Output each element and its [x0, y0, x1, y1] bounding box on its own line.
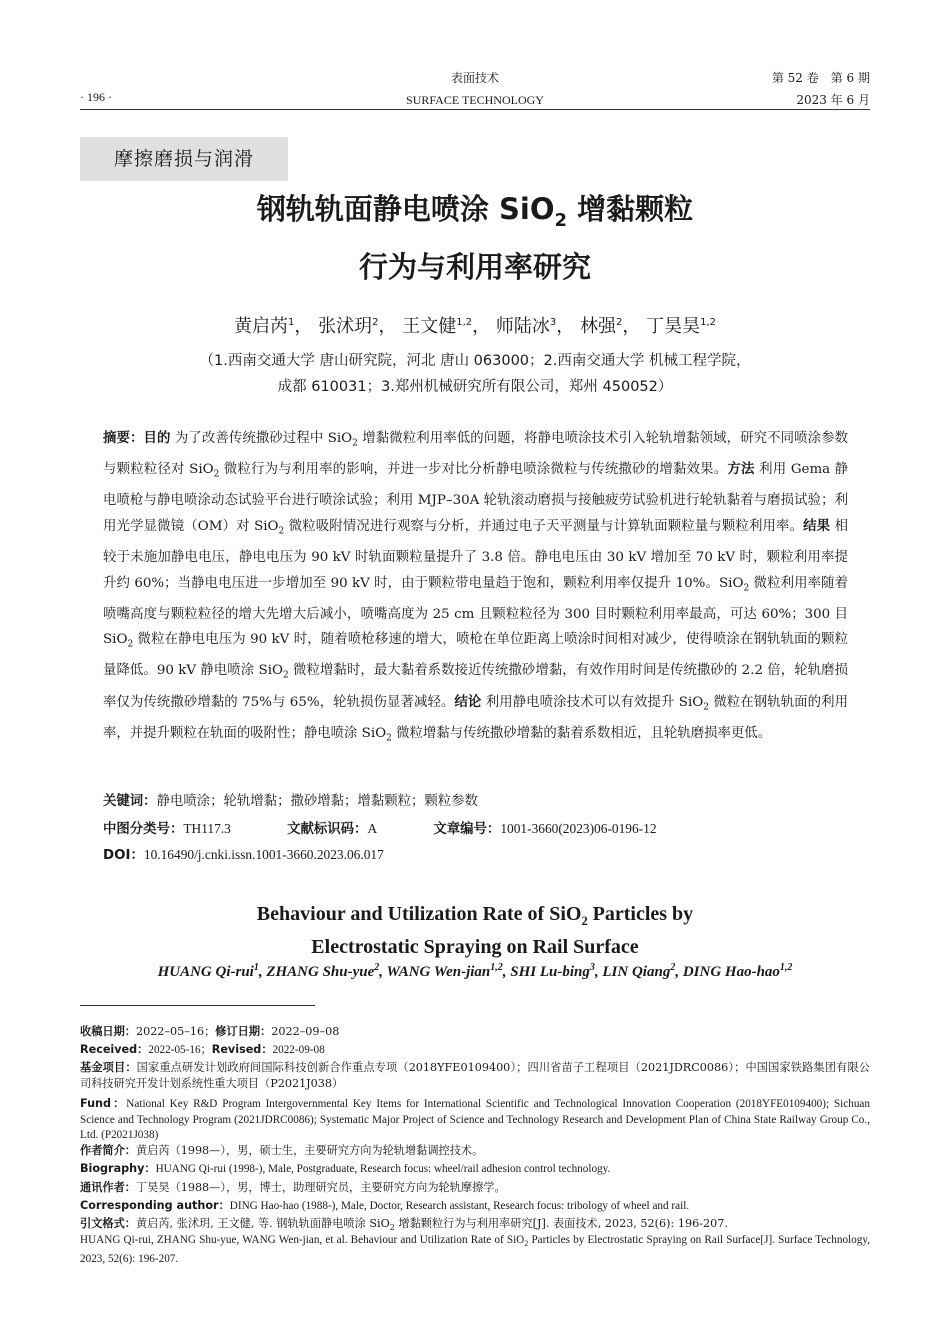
footnote-corr-en: Corresponding author：DING Hao-hao (1988-), Male, Doctor, Research assistant, Research focus: tribology of wheel and rail.	[80, 1199, 690, 1212]
issue-info	[772, 67, 870, 111]
title-en-line2: Electrostatic Spraying on Rail Surface	[311, 936, 639, 958]
footnote-fund-cn: 基金项目：国家重点研发计划政府间国际科技创新合作重点专项（2018YFE0109400）；四川省苗子工程项目（2021JDRC0086）；中国国家铁路集团有限公司科技研究开发计划系统性重大项目（P2021J038）	[80, 1061, 870, 1090]
article-number: 文章编号：1001-3660(2023)06-0196-12	[433, 821, 657, 837]
author-en: ZHANG Shu-yue	[266, 964, 375, 980]
author-en: HUANG Qi-rui	[157, 964, 254, 980]
journal-header	[300, 67, 650, 111]
footnote-fund-en: Fund：National Key R&D Program Intergovernmental Key Items for International Scientific and Technological Innovation Cooperation (2018YFE0109400); Sichuan Science and Technology Program (2021JDRC0086); Systematic Major Project of Science and Technology Research and Development Plan of China State Railway Group Co., Ltd. (P2021J038)	[80, 1097, 870, 1141]
author-en: SHI Lu-bing	[510, 964, 590, 980]
author-cn: 张沭玥	[318, 316, 373, 337]
doc-code: 文献标识码：A	[287, 821, 378, 837]
classification-row	[103, 817, 848, 842]
journal-name-en: SURFACE TECHNOLOGY	[406, 93, 544, 107]
title-en	[80, 901, 870, 960]
authors-en: HUANG Qi-rui$^1$, ZHANG Shu-yue$^2$, WANG Wen-jian$^{1,2}$, SHI Lu-bing$^3$, LIN Qiang$^2$, DING Hao-hao$^{1,2}$	[157, 962, 793, 980]
objective-label: 目的	[143, 431, 171, 446]
conclusion-label: 结论	[454, 694, 482, 710]
volume-issue: 第 52 卷 第 6 期	[771, 71, 870, 85]
footnote-bio-en: Biography：HUANG Qi-rui (1998-), Male, Postgraduate, Research focus: wheel/rail adhesion control technology.	[80, 1162, 611, 1175]
page-number: · 196 ·	[80, 90, 112, 104]
author-cn: 丁昊昊	[646, 316, 701, 337]
section-tag: 摩擦磨损与润滑	[80, 137, 288, 181]
footnote-corr-cn: 通讯作者：丁昊昊（1988—），男，博士，助理研究员，主要研究方向为轮轨摩擦学。	[80, 1181, 506, 1194]
footnote-cite-cn: 引文格式：黄启芮, 张沭玥, 王文健, 等. 钢轨轨面静电喷涂 SiO$_2$ 增黏颗粒行为与利用率研究[J]. 表面技术, 2023, 52(6): 196-207.	[80, 1217, 728, 1233]
authors-cn: 黄启芮$^1$， 张沭玥$^2$， 王文健$^{1,2}$， 师陆冰$^3$， 林强$^2$， 丁昊昊$^{1,2}$	[234, 316, 716, 337]
footnote-cite-en: HUANG Qi-rui, ZHANG Shu-yue, WANG Wen-jian, et al. Behaviour and Utilization Rate of SiO$_2$ Particles by Electrostatic Spraying on Rail Surface[J]. Surface Technology, 2023, 52(6): 196-207.	[80, 1234, 870, 1265]
result-label: 结果	[803, 518, 831, 534]
abstract-label: 摘要：	[103, 431, 144, 446]
footnote-bio-cn: 作者简介：黄启芮（1998—），男，硕士生，主要研究方向为轮轨增黏调控技术。	[80, 1144, 484, 1157]
footnote-received-en: Received：2022-05-16；Revised：2022-09-08	[80, 1043, 325, 1056]
journal-name-cn: 表面技术	[450, 71, 499, 85]
author-cn: 王文健	[402, 316, 457, 337]
affiliation-cn	[130, 348, 820, 400]
author-en: DING Hao-hao	[682, 964, 780, 980]
title-cn-line1: 钢轨轨面静电喷涂 SiO$_2$ 增黏颗粒	[256, 192, 694, 231]
author-cn: 林强	[579, 316, 616, 337]
keywords: 关键词：静电喷涂；轮轨增黏；撒砂增黏；增黏颗粒；颗粒参数	[103, 794, 478, 809]
doi: DOI：10.16490/j.cnki.issn.1001-3660.2023.06.017	[103, 847, 384, 863]
footnote-rule	[80, 1005, 315, 1006]
author-en: LIN Qiang	[602, 964, 671, 980]
clc-code: 中图分类号：TH117.3	[103, 821, 231, 837]
header-rule	[80, 109, 870, 110]
author-cn: 黄启芮	[234, 316, 288, 337]
title-cn	[80, 186, 870, 290]
footnote-received-cn: 收稿日期：2022–05–16；修订日期：2022–09–08	[80, 1025, 340, 1038]
author-cn: 师陆冰	[495, 316, 550, 337]
abstract-cn: 摘要：目的 为了改善传统撒砂过程中 SiO$_2$ 增黏微粒利用率低的问题，将静电喷涂技术引入轮轨增黏领域，研究不同喷涂参数与颗粒粒径对 SiO$_2$ 微粒行为与利用率的影响，并进一步对比分析静电喷涂微粒与传统撒砂的增黏效果。方法 利用 Gema 静电喷枪与静电喷涂动态试验平台进行喷涂试验；利用 MJP–30A 轮轨滚动磨损与接触疲劳试验机进行轮轨黏着与磨损试验；利用光学显微镜（OM）对 SiO$_2$ 微粒吸附情况进行观察与分析，并通过电子天平测量与计算轨面颗粒量与颗粒利用率。结果 相较于未施加静电电压，静电电压为 90 kV 时轨面颗粒量提升了 3.8 倍。静电电压由 30 kV 增加至 70 kV 时，颗粒利用率提升约 60%；当静电电压进一步增加至 90 kV 时，由于颗粒带电量趋于饱和，颗粒利用率仅提升 10%。SiO$_2$ 微粒利用率随着喷嘴高度与颗粒粒径的增大先增大后减小，喷嘴高度为 25 cm 且颗粒粒径为 300 目时颗粒利用率最高，可达 60%；300 目 SiO$_2$ 微粒在静电电压为 90 kV 时，随着喷枪移速的增大，喷枪在单位距离上喷涂时间相对减少，使得喷涂在钢轨轨面的颗粒量降低。90 kV 静电喷涂 SiO$_2$ 微粒增黏时，最大黏着系数接近传统撒砂增黏，有效作用时间是传统撒砂的 2.2 倍，轮轨磨损率仅为传统撒砂增黏的 75%与 65%，轮轨损伤显著减轻。结论 利用静电喷涂技术可以有效提升 SiO$_2$ 微粒在钢轨轨面的利用率，并提升颗粒在轨面的吸附性；静电喷涂 SiO$_2$ 微粒增黏与传统撒砂增黏的黏着系数相近，且轮轨磨损率更低。	[103, 431, 849, 744]
method-label: 方法	[727, 462, 755, 478]
author-en: WANG Wen-jian	[386, 964, 491, 980]
title-en-line1: Behaviour and Utilization Rate of SiO$_2$ Particles by	[256, 903, 694, 928]
title-cn-line2: 行为与利用率研究	[358, 249, 591, 284]
affiliation-line: （1.西南交通大学 唐山研究院，河北 唐山 063000；2.西南交通大学 机械工程学院，	[199, 353, 751, 369]
affiliation-line: 成都 610031；3.郑州机械研究所有限公司，郑州 450052）	[277, 379, 673, 395]
issue-date: 2023 年 6 月	[796, 93, 870, 107]
